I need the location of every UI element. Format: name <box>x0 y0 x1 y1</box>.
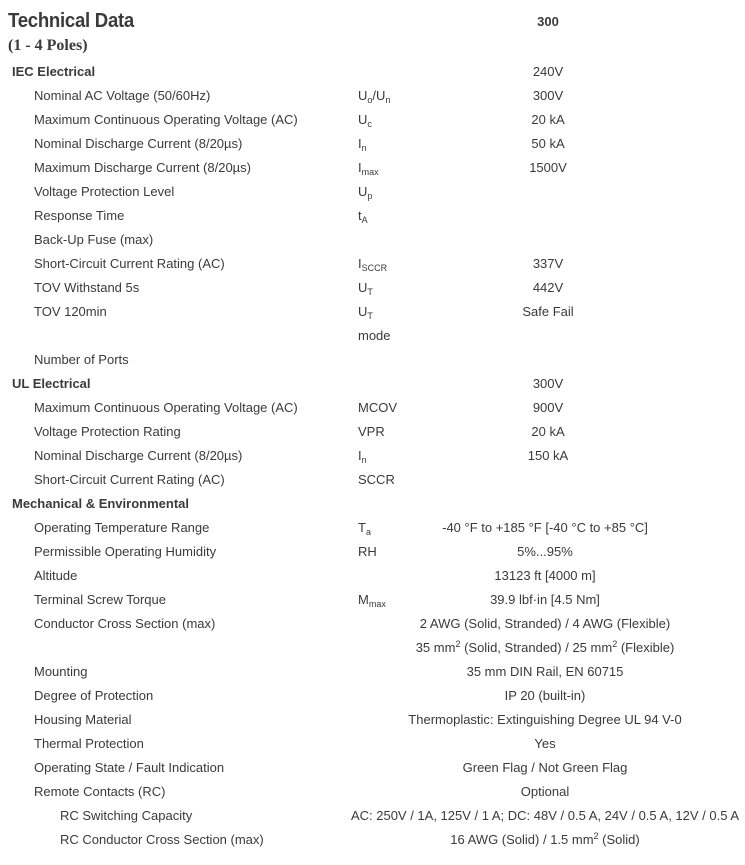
spec-value: IP 20 (built-in) <box>504 688 586 703</box>
section-heading: Mechanical & Environmental <box>12 496 189 511</box>
spec-label: Mounting <box>34 664 88 679</box>
spec-row <box>0 780 745 804</box>
spec-row <box>0 348 745 372</box>
spec-symbol: $U_c$ <box>358 112 372 129</box>
spec-row <box>0 324 745 348</box>
spec-symbol: $U_T$ <box>358 280 373 297</box>
spec-row <box>0 540 745 564</box>
spec-symbol: SCCR <box>358 472 395 487</box>
spec-row <box>0 444 745 468</box>
spec-value: 442V <box>532 280 564 295</box>
spec-label: Short-Circuit Current Rating (AC) <box>34 256 225 271</box>
spec-symbol: MCOV <box>358 400 397 415</box>
spec-label: Conductor Cross Section (max) <box>34 616 216 631</box>
spec-row <box>0 372 745 396</box>
page-title: Technical Data <box>8 10 135 32</box>
spec-row <box>0 492 745 516</box>
spec-label: Housing Material <box>34 712 132 727</box>
spec-symbol: RH <box>358 544 377 559</box>
spec-row <box>0 60 745 84</box>
title-block <box>8 10 408 56</box>
spec-row <box>0 684 745 708</box>
spec-symbol: $M_{max}$ <box>358 592 386 609</box>
spec-value: 20 kA <box>531 424 565 439</box>
spec-label: Nominal Discharge Current (8/20µs) <box>34 448 243 463</box>
column-header-300: 300 <box>537 14 559 29</box>
spec-row <box>0 588 745 612</box>
spec-label: TOV 120min <box>34 304 107 319</box>
spec-value: Optional <box>520 784 570 799</box>
spec-label: Maximum Continuous Operating Voltage (AC) <box>34 112 298 127</box>
spec-label: Degree of Protection <box>34 688 154 703</box>
spec-symbol: $I_{max}$ <box>358 160 379 177</box>
spec-row <box>0 804 745 828</box>
spec-row <box>0 156 745 180</box>
spec-label: Remote Contacts (RC) <box>34 784 166 799</box>
spec-value: AC: 250V / 1A, 125V / 1 A; DC: 48V / 0.5 A, 24V / 0.5 A, 12V / 0.5 A <box>350 808 740 823</box>
spec-value: 900V <box>532 400 564 415</box>
spec-symbol: $T_a$ <box>358 520 371 537</box>
spec-label: Maximum Discharge Current (8/20µs) <box>34 160 251 175</box>
spec-label: Voltage Protection Level <box>34 184 175 199</box>
spec-label: Maximum Continuous Operating Voltage (AC) <box>34 400 298 415</box>
spec-row <box>0 564 745 588</box>
spec-row <box>0 420 745 444</box>
spec-value: 16 AWG (Solid) / 1.5 $mm^2$ (Solid) <box>450 831 640 847</box>
spec-row <box>0 756 745 780</box>
spec-symbol: $I_n$ <box>358 136 367 153</box>
spec-label: TOV Withstand 5s <box>34 280 140 295</box>
spec-label: Operating State / Fault Indication <box>34 760 225 775</box>
spec-value: 5%...95% <box>517 544 573 559</box>
spec-row <box>0 108 745 132</box>
spec-symbol: $U_p$ <box>358 184 373 201</box>
spec-label: Response Time <box>34 208 125 223</box>
spec-row <box>0 396 745 420</box>
spec-symbol: $t_A$ <box>358 208 368 225</box>
spec-label: Number of Ports <box>34 352 129 367</box>
spec-value: 13123 ft [4000 m] <box>494 568 596 583</box>
spec-row <box>0 516 745 540</box>
section-heading: IEC Electrical <box>12 64 96 79</box>
spec-label: Back-Up Fuse (max) <box>34 232 154 247</box>
spec-label: Nominal Discharge Current (8/20µs) <box>34 136 243 151</box>
spec-value: Thermoplastic: Extinguishing Degree UL 94 V-0 <box>408 712 682 727</box>
spec-row <box>0 612 745 636</box>
spec-row <box>0 828 745 852</box>
spec-value: 20 kA <box>531 112 565 127</box>
spec-value: Safe Fail <box>522 304 574 319</box>
spec-symbol: $U_T$ <box>358 304 373 321</box>
spec-label: Nominal AC Voltage (50/60Hz) <box>34 88 211 103</box>
spec-label: Terminal Screw Torque <box>34 592 166 607</box>
spec-value: Yes <box>534 736 556 751</box>
spec-symbol: mode <box>358 328 391 343</box>
spec-label: Short-Circuit Current Rating (AC) <box>34 472 225 487</box>
spec-symbol: $U_o/U_n$ <box>358 88 391 105</box>
spec-value: 150 kA <box>527 448 569 463</box>
spec-row <box>0 252 745 276</box>
spec-label: Voltage Protection Rating <box>34 424 181 439</box>
spec-row <box>0 708 745 732</box>
spec-label: Permissible Operating Humidity <box>34 544 217 559</box>
spec-label: Operating Temperature Range <box>34 520 210 535</box>
spec-value: Green Flag / Not Green Flag <box>462 760 628 775</box>
spec-row <box>0 300 745 324</box>
spec-row <box>0 276 745 300</box>
spec-row <box>0 84 745 108</box>
spec-label: RC Switching Capacity <box>60 808 193 823</box>
technical-data-table <box>0 60 745 852</box>
spec-row <box>0 132 745 156</box>
spec-row <box>0 204 745 228</box>
spec-value: 35 $mm^2$ (Solid, Stranded) / 25 $mm^2$ (Flexible) <box>415 639 675 655</box>
spec-row <box>0 180 745 204</box>
spec-symbol: VPR <box>358 424 385 439</box>
section-heading: UL Electrical <box>12 376 91 391</box>
spec-row <box>0 660 745 684</box>
spec-value: 2 AWG (Solid, Stranded) / 4 AWG (Flexible) <box>419 616 671 631</box>
spec-value: 337V <box>532 256 564 271</box>
spec-label: Thermal Protection <box>34 736 144 751</box>
spec-value: 1500V <box>529 160 567 175</box>
spec-label: RC Conductor Cross Section (max) <box>60 832 264 847</box>
spec-row <box>0 468 745 492</box>
spec-row <box>0 732 745 756</box>
spec-label: Altitude <box>34 568 78 583</box>
spec-value: 240V <box>532 64 564 79</box>
page-subtitle: (1 - 4 Poles) <box>8 37 88 54</box>
spec-value: 50 kA <box>531 136 565 151</box>
spec-value: 300V <box>532 376 564 391</box>
spec-value: 39.9 lbf·in [4.5 Nm] <box>490 592 600 607</box>
spec-value: 35 mm DIN Rail, EN 60715 <box>466 664 624 679</box>
spec-symbol: $I_{SCCR}$ <box>358 256 388 273</box>
spec-symbol: $I_n$ <box>358 448 367 465</box>
spec-value: 300V <box>532 88 564 103</box>
spec-row <box>0 228 745 252</box>
spec-row <box>0 636 745 660</box>
spec-value: -40 °F to +185 °F [-40 °C to +85 °C] <box>442 520 648 535</box>
